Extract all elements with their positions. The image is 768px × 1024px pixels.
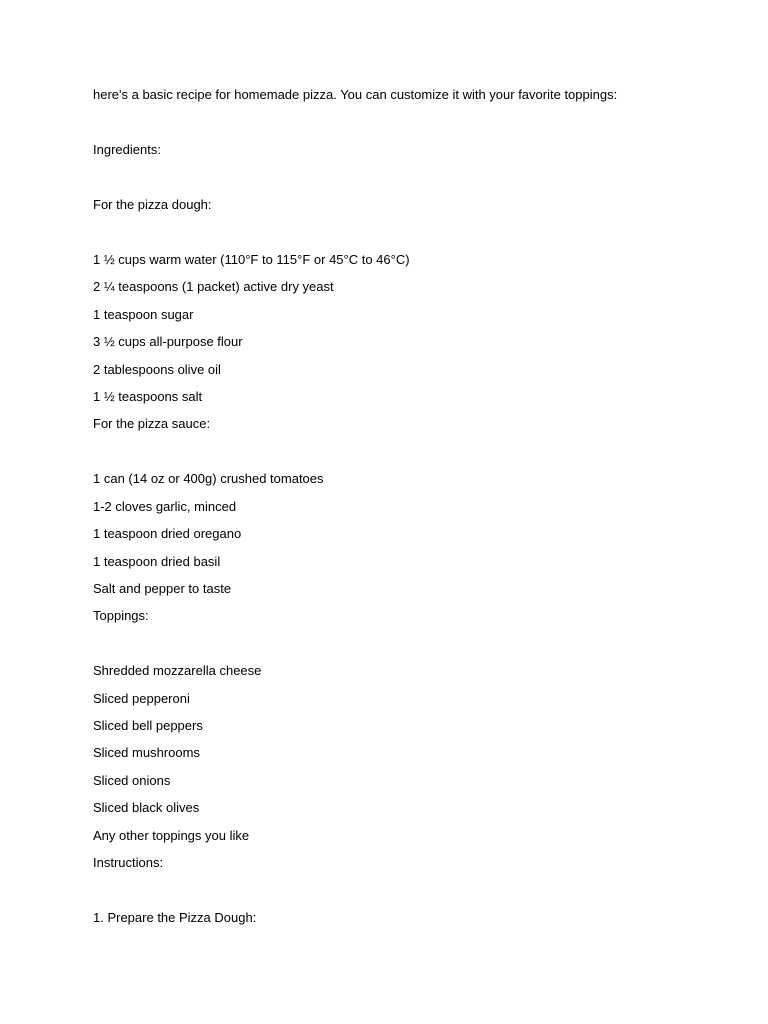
dough-heading: For the pizza dough:: [93, 197, 212, 212]
sauce-ingredients-list: [93, 470, 733, 598]
list-item: Sliced mushrooms: [93, 745, 200, 761]
list-item: 1 can (14 oz or 400g) crushed tomatoes: [93, 471, 324, 487]
step-1-heading: 1. Prepare the Pizza Dough:: [93, 910, 257, 926]
toppings-heading: Toppings:: [93, 608, 149, 624]
list-item: Any other toppings you like: [93, 827, 250, 843]
list-item: 1 teaspoon dried oregano: [93, 526, 242, 542]
list-item: 1-2 cloves garlic, minced: [93, 498, 237, 514]
list-item: 2 tablespoons olive oil: [93, 361, 221, 377]
intro-text: here's a basic recipe for homemade pizza. You can customize it with your favorite toppings:: [93, 87, 618, 102]
list-item: Sliced pepperoni: [93, 690, 190, 706]
list-item: Sliced black olives: [93, 800, 200, 816]
list-item: 2 ¼ teaspoons (1 packet) active dry yeast: [93, 279, 334, 295]
document-body: [93, 86, 733, 936]
list-item: 1 teaspoon dried basil: [93, 553, 221, 569]
list-item: 3 ½ cups all-purpose flour: [93, 334, 243, 350]
list-item: Sliced bell peppers: [93, 718, 203, 734]
ingredients-heading: Ingredients:: [93, 142, 161, 157]
list-item: 1 teaspoon sugar: [93, 306, 194, 322]
dough-ingredients-list: [93, 251, 733, 406]
list-item: 1 ½ teaspoons salt: [93, 388, 203, 404]
toppings-list: [93, 662, 733, 844]
list-item: Salt and pepper to taste: [93, 580, 232, 596]
instructions-heading: Instructions:: [93, 855, 164, 871]
list-item: Shredded mozzarella cheese: [93, 663, 262, 679]
list-item: Sliced onions: [93, 772, 171, 788]
sauce-heading: For the pizza sauce:: [93, 416, 211, 432]
list-item: 1 ½ cups warm water (110°F to 115°F or 45°C to 46°C): [93, 252, 410, 267]
